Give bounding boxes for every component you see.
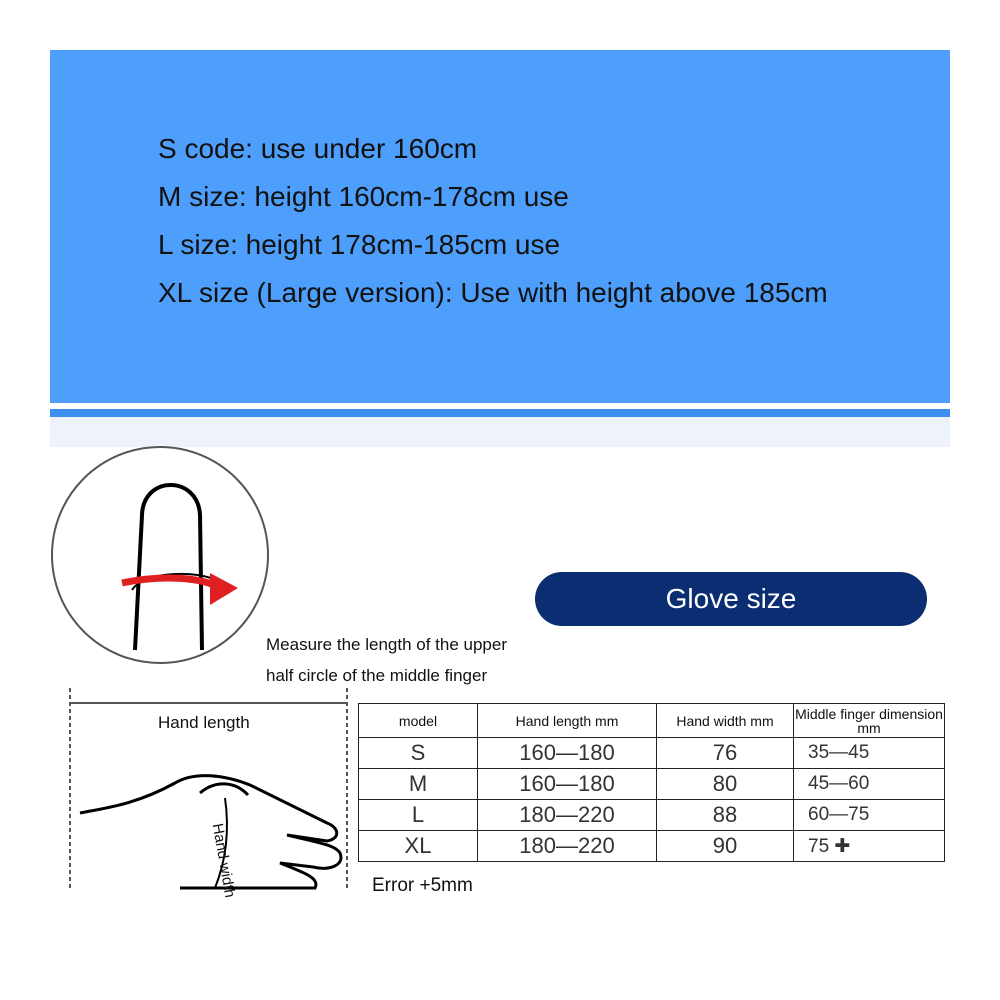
- finger-measure-illustration: [50, 445, 280, 665]
- table-row: [359, 769, 945, 800]
- cell-hand-width: 90: [657, 831, 794, 862]
- col-header-hand-width: Hand width mm: [657, 704, 794, 738]
- cell-middle-finger: 75 ✚: [794, 831, 945, 862]
- cell-middle-finger: 45—60: [794, 769, 945, 800]
- measure-instruction-line-1: Measure the length of the upper: [266, 635, 507, 654]
- glove-size-label: Glove size: [665, 583, 797, 614]
- hand-width-label: Hand width: [208, 822, 239, 899]
- cell-middle-finger: 60—75: [794, 800, 945, 831]
- error-note: Error +5mm: [372, 875, 473, 896]
- thumb-outline: [200, 784, 248, 795]
- size-line-xl: XL size (Large version): Use with height above 185cm: [158, 277, 828, 308]
- cell-hand-width: 88: [657, 800, 794, 831]
- size-guide-banner: [50, 50, 950, 403]
- size-line-m: M size: height 160cm-178cm use: [158, 181, 569, 212]
- col-header-model: model: [359, 704, 478, 738]
- cell-model: M: [359, 769, 478, 800]
- table-row: [359, 800, 945, 831]
- table-row: [359, 831, 945, 862]
- size-line-l: L size: height 178cm-185cm use: [158, 229, 561, 260]
- cell-hand-width: 80: [657, 769, 794, 800]
- cell-hand-length: 160—180: [478, 769, 657, 800]
- divider-stripe: [50, 417, 950, 447]
- measure-instruction-line-2: half circle of the middle finger: [266, 666, 488, 685]
- cell-hand-length: 180—220: [478, 831, 657, 862]
- table-row: [359, 738, 945, 769]
- table-header-row: [359, 704, 945, 738]
- cell-hand-length: 160—180: [478, 738, 657, 769]
- cell-model: XL: [359, 831, 478, 862]
- cell-model: S: [359, 738, 478, 769]
- col-header-middle-finger: Middle finger dimension mm: [795, 705, 943, 736]
- cell-middle-finger: 35—45: [794, 738, 945, 769]
- cell-hand-length: 180—220: [478, 800, 657, 831]
- col-header-hand-length: Hand length mm: [478, 704, 657, 738]
- divider-stripe: [50, 409, 950, 417]
- cell-hand-width: 76: [657, 738, 794, 769]
- cell-model: L: [359, 800, 478, 831]
- size-line-s: S code: use under 160cm: [158, 133, 478, 164]
- finger-circle-frame: [52, 447, 268, 663]
- glove-size-table: [358, 703, 945, 862]
- glove-size-title: [535, 572, 927, 626]
- hand-length-label: Hand length: [158, 713, 250, 732]
